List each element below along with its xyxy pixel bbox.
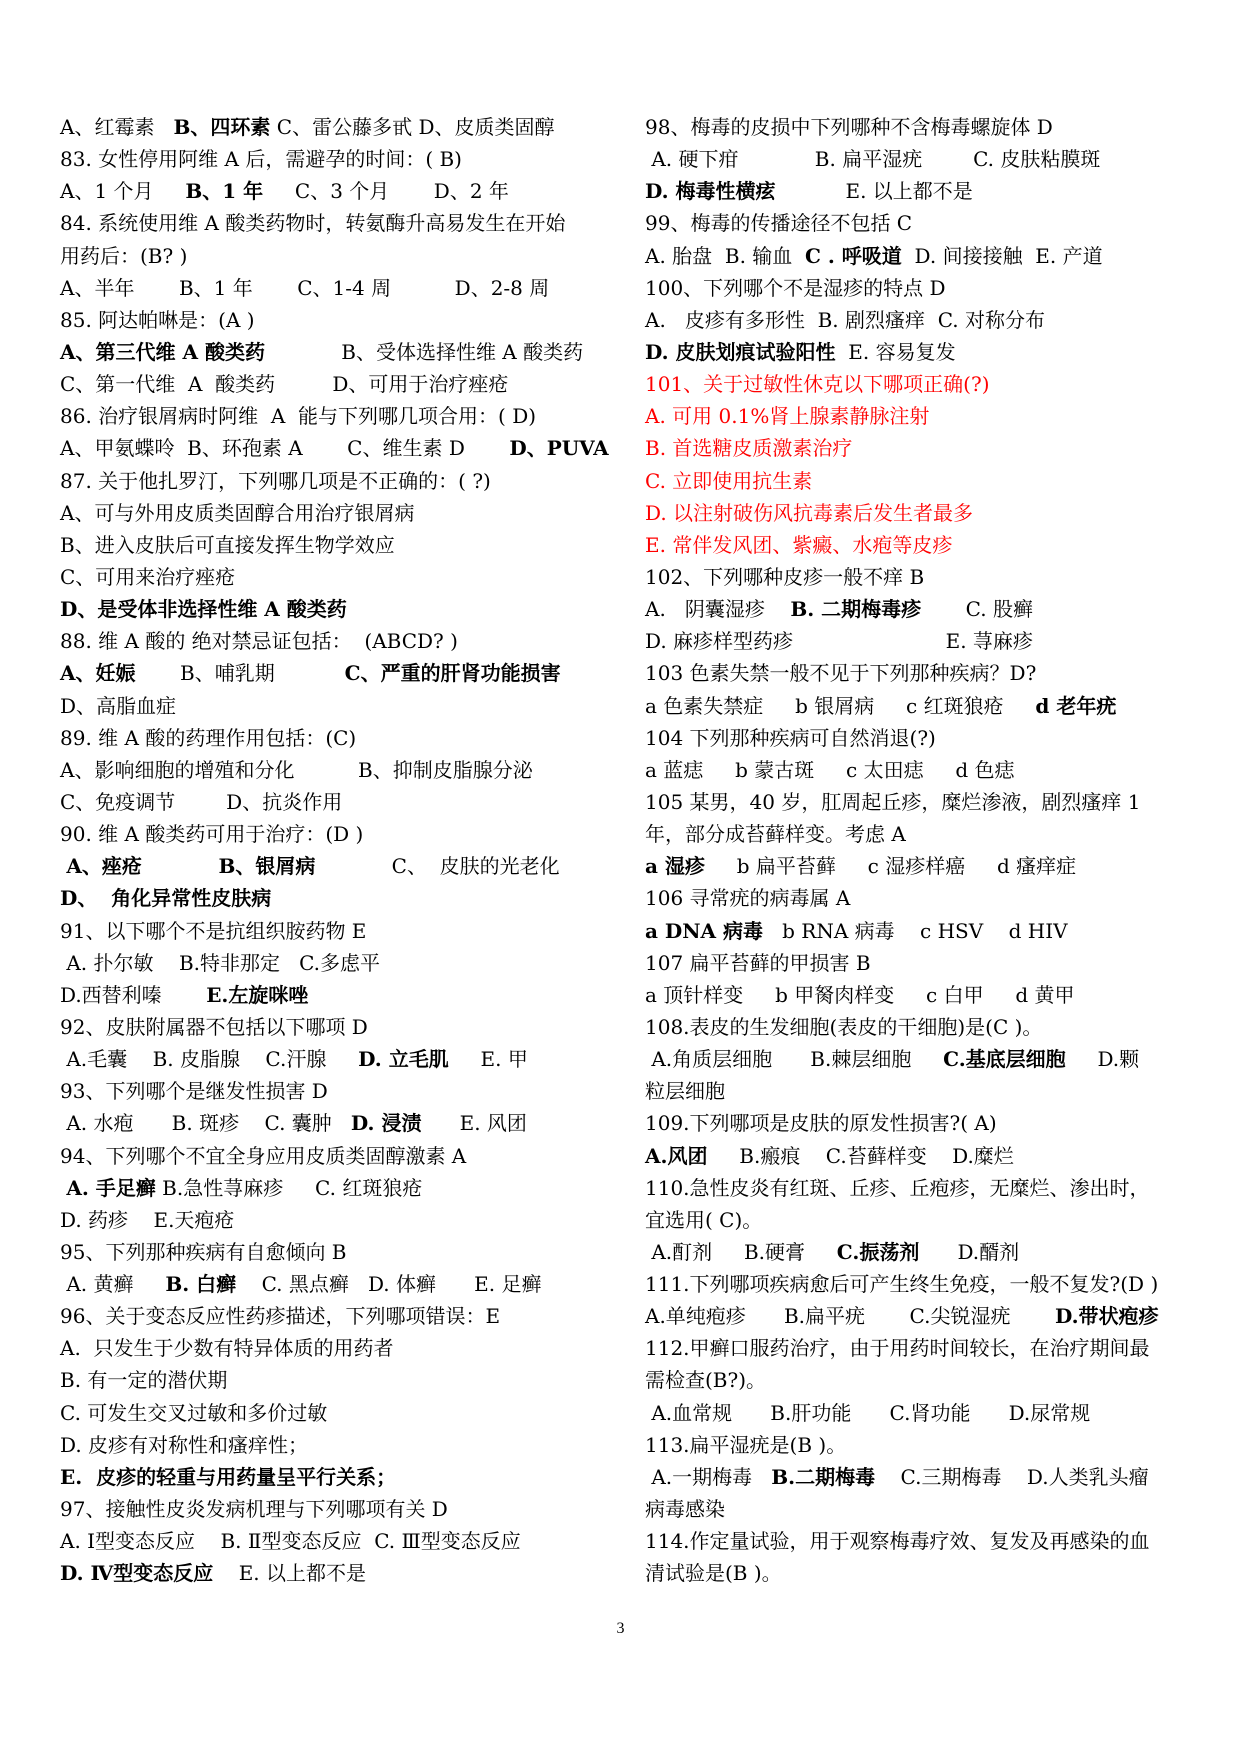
text-line — [645, 1268, 1200, 1300]
text-line — [60, 722, 620, 754]
answer-highlight: A. 手足癣 — [66, 1175, 156, 1200]
text-segment: 96、关于变态反应性药疹描述，下列哪项错误：E — [60, 1304, 501, 1329]
answer-highlight: B、四环素 — [173, 115, 271, 139]
answer-highlight: E.左旋咪唑 — [206, 982, 309, 1007]
text-segment: C、第一代维 A 酸类药 D、可用于治疗痤疮 — [60, 372, 509, 397]
text-segment: E. 容易复发 — [835, 339, 956, 364]
text-segment: a 蓝痣 b 蒙古斑 c 太田痣 d 色痣 — [645, 757, 1015, 782]
text-segment: 90. 维 A 酸类药可用于治疗：(D ) — [60, 822, 364, 847]
text-segment: 111.下列哪项疾病愈后可产生终生免疫，一般不复发?(D ) — [645, 1272, 1159, 1297]
text-segment: C. 可发生交叉过敏和多价过敏 — [60, 1400, 328, 1425]
text-line — [645, 1332, 1200, 1364]
text-segment: A. 扑尔敏 B.特非那定 C.多虑平 — [60, 950, 381, 975]
text-segment: 110.急性皮炎有红斑、丘疹、丘疱疹，无糜烂、渗出时， — [645, 1175, 1150, 1200]
text-segment: A.角质层细胞 B.棘层细胞 — [645, 1047, 944, 1072]
text-segment: 108.表皮的生发细胞(表皮的干细胞)是(C )。 — [645, 1014, 1043, 1039]
text-segment: C、3 个月 D、2 年 — [263, 179, 509, 204]
text-line — [60, 1043, 620, 1075]
text-segment: 97、接触性皮炎发病机理与下列哪项有关 D — [60, 1497, 448, 1522]
text-line — [645, 850, 1200, 882]
text-segment: 105 某男，40 岁，肛周起丘疹，糜烂渗液，剧烈瘙痒 1 — [645, 789, 1141, 814]
text-segment: A.一期梅毒 — [645, 1464, 772, 1489]
text-line — [645, 882, 1200, 914]
text-line — [645, 625, 1200, 657]
text-segment: 86. 治疗银屑病时阿维 A 能与下列哪几项合用：( D) — [60, 404, 537, 429]
text-line — [60, 561, 620, 593]
text-line — [645, 432, 1200, 464]
text-line — [645, 175, 1200, 207]
text-segment: A. 只发生于少数有特异体质的用药者 — [60, 1336, 394, 1361]
text-segment: A. 黄癣 — [60, 1272, 166, 1297]
text-segment: 104 下列那种疾病可自然消退(?) — [645, 725, 936, 750]
text-line — [60, 432, 620, 464]
text-segment: 103 色素失禁一般不见于下列那种疾病？D? — [645, 661, 1037, 686]
text-line — [645, 1493, 1200, 1525]
text-segment: A、影响细胞的增殖和分化 B、抑制皮脂腺分泌 — [60, 757, 533, 782]
text-line — [60, 1557, 620, 1589]
text-segment: B. 有一定的潜伏期 — [60, 1368, 228, 1393]
text-line — [645, 111, 1200, 143]
text-segment: A. 阴囊湿疹 — [645, 597, 791, 622]
text-segment: C、 皮肤的光老化 — [315, 854, 560, 879]
text-segment: 91、以下哪个不是抗组织胺药物 E — [60, 918, 367, 943]
answer-highlight: E. 皮疹的轻重与用药量呈平行关系； — [60, 1464, 397, 1489]
text-line — [60, 690, 620, 722]
text-segment: E. 常伴发风团、紫癜、水疱等皮疹 — [645, 532, 953, 557]
text-segment: 89. 维 A 酸的药理作用包括：(C) — [60, 725, 357, 750]
answer-highlight: D. 梅毒性横痃 — [645, 179, 776, 204]
text-line — [60, 1011, 620, 1043]
text-segment: D. 皮疹有对称性和瘙痒性； — [60, 1432, 309, 1457]
answer-highlight: D. 立毛肌 — [358, 1047, 449, 1072]
text-segment: A、甲氨蝶呤 B、环孢素 A C、维生素 D — [60, 436, 510, 461]
text-line — [645, 240, 1200, 272]
text-segment: B.瘢痕 C.苔藓样变 D.糜烂 — [707, 1143, 1014, 1168]
answer-highlight: D、是受体非选择性维 A 酸类药 — [60, 597, 347, 622]
text-segment: 清试验是(B )。 — [645, 1561, 782, 1586]
text-line — [645, 593, 1200, 625]
text-line — [60, 1075, 620, 1107]
text-line — [60, 529, 620, 561]
text-line — [60, 786, 620, 818]
answer-highlight: B、1 年 — [185, 179, 264, 204]
text-segment: 102、下列哪种皮疹一般不痒 B — [645, 564, 925, 589]
text-line — [645, 1525, 1200, 1557]
text-line — [645, 304, 1200, 336]
text-segment: 用药后：(B? ) — [60, 243, 188, 268]
left-column — [60, 111, 620, 1589]
text-segment: A. 水疱 B. 斑疹 C. 囊肿 — [60, 1111, 351, 1136]
text-line — [60, 304, 620, 336]
text-line — [60, 1236, 620, 1268]
text-line — [60, 1204, 620, 1236]
text-line — [645, 1204, 1200, 1236]
text-line — [60, 979, 620, 1011]
right-column — [645, 111, 1200, 1589]
text-line — [645, 947, 1200, 979]
text-line — [645, 143, 1200, 175]
text-segment: A.单纯疱疹 B.扁平疣 C.尖锐湿疣 — [645, 1304, 1055, 1329]
text-segment: 94、下列哪个不宜全身应用皮质类固醇激素 A — [60, 1143, 467, 1168]
text-segment: 98、梅毒的皮损中下列哪种不含梅毒螺旋体 D — [645, 115, 1053, 139]
text-line — [645, 1557, 1200, 1589]
text-segment: E. 风团 — [421, 1111, 527, 1136]
answer-highlight: d 老年疣 — [1035, 693, 1117, 718]
text-line — [60, 400, 620, 432]
text-line — [645, 529, 1200, 561]
text-line — [645, 207, 1200, 239]
answer-highlight: a 湿疹 — [645, 854, 705, 879]
text-segment: a 顶针样变 b 甲胬肉样变 c 白甲 d 黄甲 — [645, 982, 1075, 1007]
text-line — [60, 657, 620, 689]
text-line — [645, 1461, 1200, 1493]
text-segment: D.颗 — [1065, 1047, 1140, 1072]
text-line — [645, 690, 1200, 722]
text-line — [645, 1429, 1200, 1461]
text-line — [60, 882, 620, 914]
text-segment: 106 寻常疣的病毒属 A — [645, 886, 851, 911]
text-line — [60, 111, 620, 143]
text-line — [60, 850, 620, 882]
text-line — [60, 947, 620, 979]
text-line — [60, 1268, 620, 1300]
answer-highlight: D. 浸渍 — [350, 1111, 422, 1136]
answer-highlight: C . 呼吸道 — [805, 243, 902, 268]
text-line — [60, 1461, 620, 1493]
text-segment: a 色素失禁症 b 银屑病 c 红斑狼疮 — [645, 693, 1036, 718]
text-line — [645, 497, 1200, 529]
text-segment: D. 间接接触 E. 产道 — [901, 243, 1103, 268]
text-segment: 85. 阿达帕啉是：(A ) — [60, 307, 255, 332]
answer-highlight: B. 二期梅毒疹 — [790, 597, 922, 622]
text-line — [60, 593, 620, 625]
answer-highlight: C.振荡剂 — [836, 1239, 920, 1264]
text-segment: C.三期梅毒 D.人类乳头瘤 — [875, 1464, 1149, 1489]
text-segment: A、可与外用皮质类固醇合用治疗银屑病 — [60, 500, 415, 525]
text-line — [60, 336, 620, 368]
text-line — [645, 272, 1200, 304]
text-segment: A. 胎盘 B. 输血 — [645, 243, 805, 268]
answer-highlight: C、严重的肝肾功能损害 — [344, 661, 561, 686]
text-line — [645, 1075, 1200, 1107]
text-segment: D.西替利嗪 — [60, 982, 207, 1007]
text-line — [60, 1107, 620, 1139]
text-segment: 114.作定量试验，用于观察梅毒疗效、复发及再感染的血 — [645, 1529, 1150, 1554]
text-segment: A、红霉素 — [60, 115, 174, 139]
text-segment: A.血常规 B.肝功能 C.肾功能 D.尿常规 — [645, 1400, 1091, 1425]
text-line — [645, 1300, 1200, 1332]
text-segment: 113.扁平湿疣是(B )。 — [645, 1432, 847, 1457]
answer-highlight: D、PUVA — [509, 436, 609, 461]
text-segment: D、高脂血症 — [60, 693, 177, 718]
text-segment: 宜选用( C)。 — [645, 1207, 763, 1232]
text-segment: B、哺乳期 — [135, 661, 345, 686]
text-line — [645, 1172, 1200, 1204]
text-line — [60, 1525, 620, 1557]
text-segment: A、1 个月 — [60, 179, 186, 204]
text-line — [645, 754, 1200, 786]
text-line — [60, 240, 620, 272]
text-line — [60, 1429, 620, 1461]
text-segment: 病毒感染 — [645, 1497, 725, 1522]
text-segment: A. 皮疹有多形性 B. 剧烈瘙痒 C. 对称分布 — [645, 307, 1046, 332]
answer-highlight: A、第三代维 A 酸类药 — [60, 339, 265, 364]
text-line — [645, 1236, 1200, 1268]
text-line — [60, 272, 620, 304]
text-line — [60, 175, 620, 207]
text-segment: C. 股癣 — [921, 597, 1033, 622]
text-line — [60, 1140, 620, 1172]
text-line — [60, 1300, 620, 1332]
text-segment: A.酊剂 B.硬膏 — [645, 1239, 837, 1264]
text-line — [60, 143, 620, 175]
text-line — [645, 561, 1200, 593]
text-segment: C、可用来治疗痤疮 — [60, 564, 236, 589]
text-segment: A、半年 B、1 年 C、1-4 周 D、2-8 周 — [60, 275, 550, 300]
text-segment: C、免疫调节 D、抗炎作用 — [60, 789, 343, 814]
text-line — [645, 786, 1200, 818]
text-line — [645, 400, 1200, 432]
text-segment: A. Ⅰ型变态反应 B. Ⅱ型变态反应 C. Ⅲ型变态反应 — [60, 1529, 521, 1554]
text-segment: D. 麻疹样型药疹 E. 荨麻疹 — [645, 629, 1033, 654]
answer-highlight: A.风团 — [645, 1143, 708, 1168]
text-segment: C. 黑点癣 D. 体癣 E. 足癣 — [236, 1272, 542, 1297]
text-segment: 100、下列哪个不是湿疹的特点 D — [645, 275, 946, 300]
text-segment: 87. 关于他扎罗汀，下列哪几项是不正确的：( ?) — [60, 468, 491, 493]
answer-highlight: B. 白癣 — [165, 1272, 237, 1297]
text-segment: B、进入皮肤后可直接发挥生物学效应 — [60, 532, 395, 557]
text-segment: D.醑剂 — [919, 1239, 1020, 1264]
text-segment: 粒层细胞 — [645, 1079, 725, 1104]
text-segment: B.急性荨麻疹 C. 红斑狼疮 — [155, 1175, 423, 1200]
text-line — [645, 818, 1200, 850]
text-line — [645, 1011, 1200, 1043]
text-segment: 84. 系统使用维 A 酸类药物时，转氨酶升高易发生在开始 — [60, 211, 566, 236]
answer-highlight: D. Ⅳ型变态反应 — [60, 1561, 214, 1586]
text-line — [60, 818, 620, 850]
text-line — [60, 465, 620, 497]
text-line — [645, 1043, 1200, 1075]
text-segment: C、雷公藤多甙 D、皮质类固醇 — [270, 115, 555, 139]
text-segment: 107 扁平苔藓的甲损害 B — [645, 950, 871, 975]
answer-highlight: C.基底层细胞 — [943, 1047, 1066, 1072]
answer-highlight: A、痤疮 B、银屑病 — [66, 854, 316, 879]
page-number: 3 — [616, 1620, 625, 1637]
text-segment: 112.甲癣口服药治疗，由于用药时间较长，在治疗期间最 — [645, 1336, 1150, 1361]
text-line — [645, 915, 1200, 947]
text-line — [60, 625, 620, 657]
text-line — [60, 1364, 620, 1396]
text-segment: E. 以上都不是 — [775, 179, 973, 204]
text-segment: D. 以注射破伤风抗毒素后发生者最多 — [645, 500, 974, 525]
text-line — [645, 657, 1200, 689]
answer-highlight: D. 皮肤划痕试验阳性 — [645, 339, 836, 364]
text-segment: 109.下列哪项是皮肤的原发性损害?( A) — [645, 1111, 997, 1136]
text-segment: 83. 女性停用阿维 A 后，需避孕的时间：( B) — [60, 147, 462, 172]
text-line — [60, 1172, 620, 1204]
text-line — [60, 915, 620, 947]
text-line — [60, 1332, 620, 1364]
text-segment: b 扁平苔藓 c 湿疹样癌 d 瘙痒症 — [704, 854, 1077, 879]
text-line — [60, 207, 620, 239]
text-line — [60, 754, 620, 786]
text-segment: 93、下列哪个是继发性损害 D — [60, 1079, 328, 1104]
text-segment: E. 甲 — [448, 1047, 528, 1072]
text-segment: 99、梅毒的传播途径不包括 C — [645, 211, 913, 236]
text-segment: E. 以上都不是 — [213, 1561, 367, 1586]
text-line — [60, 1493, 620, 1525]
text-line — [645, 1364, 1200, 1396]
text-segment: 88. 维 A 酸的 绝对禁忌证包括： (ABCD? ) — [60, 629, 458, 654]
text-segment: D. 药疹 E.天疱疮 — [60, 1207, 235, 1232]
text-line — [645, 465, 1200, 497]
text-segment: 年，部分成苔藓样变。考虑 A — [645, 822, 906, 847]
text-segment: 92、皮肤附属器不包括以下哪项 D — [60, 1014, 368, 1039]
answer-highlight: B.二期梅毒 — [771, 1464, 876, 1489]
text-segment: 101、关于过敏性休克以下哪项正确(?) — [645, 372, 990, 397]
text-segment: A.毛囊 B. 皮脂腺 C.汗腺 — [60, 1047, 359, 1072]
text-line — [60, 368, 620, 400]
text-line — [645, 1397, 1200, 1429]
text-segment: A. 硬下疳 B. 扁平湿疣 C. 皮肤粘膜斑 — [645, 147, 1101, 172]
text-line — [60, 1397, 620, 1429]
answer-highlight: a DNA 病毒 — [645, 918, 764, 943]
text-line — [645, 1107, 1200, 1139]
text-segment: 需检查(B?)。 — [645, 1368, 767, 1393]
text-segment: b RNA 病毒 c HSV d HIV — [763, 918, 1068, 943]
text-line — [645, 336, 1200, 368]
text-segment: A. 可用 0.1%肾上腺素静脉注射 — [645, 404, 930, 429]
text-line — [645, 1140, 1200, 1172]
text-segment: B、受体选择性维 A 酸类药 — [264, 339, 584, 364]
text-segment: C. 立即使用抗生素 — [645, 468, 813, 493]
text-line — [645, 722, 1200, 754]
text-segment: 95、下列那种疾病有自愈倾向 B — [60, 1239, 347, 1264]
answer-highlight: D、 角化异常性皮肤病 — [60, 886, 272, 911]
text-line — [645, 368, 1200, 400]
answer-highlight: A、妊娠 — [60, 661, 136, 686]
text-line — [60, 497, 620, 529]
text-segment: B. 首选糖皮质激素治疗 — [645, 436, 853, 461]
text-line — [645, 979, 1200, 1011]
answer-highlight: D.带状疱疹 — [1054, 1304, 1159, 1329]
